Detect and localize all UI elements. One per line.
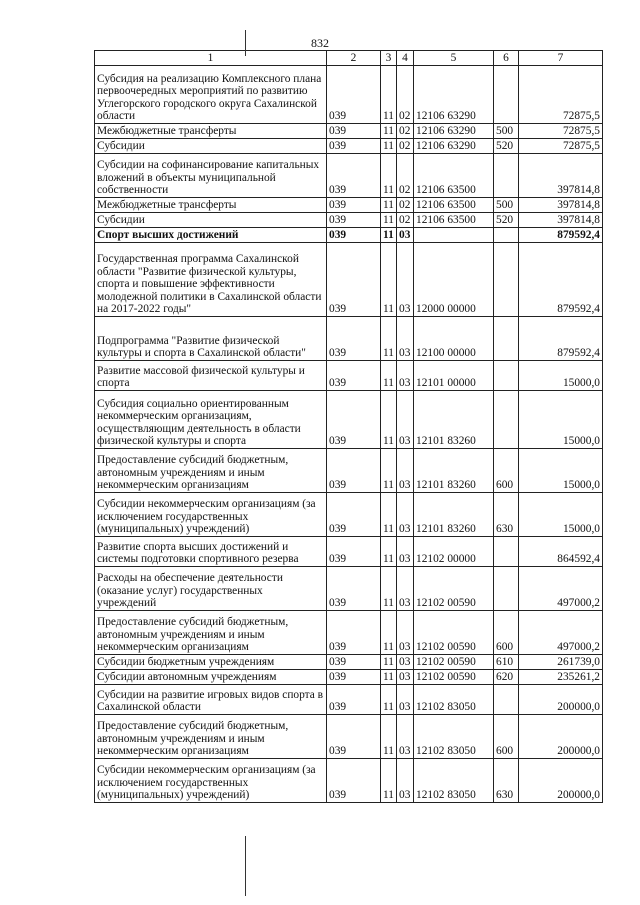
row-expense-type-cell: 500 [494,124,519,139]
table-row [95,449,603,493]
row-section-cell: 11 [381,493,397,537]
row-grbs-cell: 039 [327,317,381,361]
row-section-cell: 11 [381,391,397,449]
row-subsection-cell: 03 [397,243,414,317]
row-target-article-cell: 12106 63290 [414,124,494,139]
header-cell: 1 [95,51,327,66]
row-expense-type-cell: 620 [494,670,519,685]
row-expense-type-cell [494,154,519,198]
header-cell: 6 [494,51,519,66]
table-row [95,228,603,243]
scan-fold-line [245,30,246,56]
row-subsection-cell: 03 [397,685,414,715]
row-target-article-cell: 12101 83260 [414,391,494,449]
header-row [95,51,603,66]
row-expense-type-cell: 520 [494,139,519,154]
table-row [95,611,603,655]
row-subsection-cell: 03 [397,715,414,759]
row-expense-type-cell: 500 [494,198,519,213]
row-grbs-cell: 039 [327,537,381,567]
row-subsection-cell: 03 [397,611,414,655]
row-grbs-cell: 039 [327,449,381,493]
row-subsection-cell: 02 [397,139,414,154]
row-expense-type-cell: 630 [494,493,519,537]
table-row [95,154,603,198]
page-number: 832 [311,36,329,50]
row-subsection-cell: 03 [397,670,414,685]
row-subsection-cell: 02 [397,154,414,198]
table-body [95,66,603,803]
row-section-cell: 11 [381,685,397,715]
row-expense-type-cell [494,391,519,449]
row-name-cell: Предоставление субсидий бюджетным, автономным учреждениям и иным некоммерческим организациям [95,715,327,759]
row-name-cell: Субсидии на развитие игровых видов спорта в Сахалинской области [95,685,327,715]
row-amount-cell: 879592,4 [519,228,603,243]
row-name-cell: Расходы на обеспечение деятельности (оказание услуг) государственных учреждений [95,567,327,611]
header-cell: 4 [397,51,414,66]
row-subsection-cell: 02 [397,213,414,228]
row-expense-type-cell [494,567,519,611]
row-name-cell: Развитие спорта высших достижений и системы подготовки спортивного резерва [95,537,327,567]
row-subsection-cell: 03 [397,493,414,537]
row-target-article-cell: 12102 83050 [414,715,494,759]
row-name-cell: Субсидия социально ориентированным некоммерческим организациям, осуществляющим деятельность в области физической культуры и спорта [95,391,327,449]
table-row [95,759,603,803]
row-section-cell: 11 [381,715,397,759]
row-grbs-cell: 039 [327,213,381,228]
row-amount-cell: 15000,0 [519,361,603,391]
table-row [95,243,603,317]
row-target-article-cell: 12102 00590 [414,567,494,611]
row-expense-type-cell [494,317,519,361]
row-name-cell: Подпрограмма "Развитие физической культуры и спорта в Сахалинской области" [95,317,327,361]
row-target-article-cell: 12100 00000 [414,317,494,361]
row-target-article-cell: 12102 00590 [414,611,494,655]
row-expense-type-cell [494,685,519,715]
row-subsection-cell: 03 [397,317,414,361]
row-grbs-cell: 039 [327,228,381,243]
table-row [95,670,603,685]
row-target-article-cell: 12101 83260 [414,449,494,493]
row-name-cell: Субсидии [95,213,327,228]
table-row [95,655,603,670]
row-amount-cell: 200000,0 [519,715,603,759]
row-name-cell: Государственная программа Сахалинской области "Развитие физической культуры, спорта и повышение эффективности молодежной политики в Сахалинской области на 2017-2022 годы" [95,243,327,317]
row-amount-cell: 397814,8 [519,213,603,228]
row-grbs-cell: 039 [327,154,381,198]
row-name-cell: Развитие массовой физической культуры и спорта [95,361,327,391]
row-expense-type-cell: 520 [494,213,519,228]
row-section-cell: 11 [381,759,397,803]
row-amount-cell: 72875,5 [519,139,603,154]
table-row [95,715,603,759]
row-section-cell: 11 [381,198,397,213]
row-subsection-cell: 03 [397,567,414,611]
row-name-cell: Субсидии некоммерческим организациям (за исключением государственных (муниципальных) учреждений) [95,759,327,803]
row-grbs-cell: 039 [327,670,381,685]
row-target-article-cell: 12101 83260 [414,493,494,537]
row-amount-cell: 15000,0 [519,449,603,493]
row-name-cell: Межбюджетные трансферты [95,198,327,213]
row-amount-cell: 497000,2 [519,567,603,611]
row-target-article-cell: 12102 00000 [414,537,494,567]
table-row [95,213,603,228]
row-target-article-cell: 12000 00000 [414,243,494,317]
row-amount-cell: 72875,5 [519,124,603,139]
row-target-article-cell: 12106 63500 [414,213,494,228]
row-name-cell: Межбюджетные трансферты [95,124,327,139]
row-expense-type-cell: 610 [494,655,519,670]
row-name-cell: Субсидии некоммерческим организациям (за исключением государственных (муниципальных) учреждений) [95,493,327,537]
row-section-cell: 11 [381,655,397,670]
row-target-article-cell: 12106 63290 [414,66,494,124]
row-amount-cell: 397814,8 [519,198,603,213]
row-subsection-cell: 03 [397,361,414,391]
row-grbs-cell: 039 [327,567,381,611]
row-name-cell: Предоставление субсидий бюджетным, автономным учреждениям и иным некоммерческим организациям [95,611,327,655]
table-row [95,567,603,611]
row-grbs-cell: 039 [327,124,381,139]
row-expense-type-cell [494,243,519,317]
row-amount-cell: 15000,0 [519,391,603,449]
row-section-cell: 11 [381,213,397,228]
row-grbs-cell: 039 [327,685,381,715]
row-section-cell: 11 [381,537,397,567]
row-amount-cell: 261739,0 [519,655,603,670]
table-row [95,66,603,124]
row-expense-type-cell: 600 [494,449,519,493]
row-section-cell: 11 [381,154,397,198]
row-section-cell: 11 [381,139,397,154]
row-expense-type-cell [494,537,519,567]
row-amount-cell: 235261,2 [519,670,603,685]
row-target-article-cell: 12106 63500 [414,154,494,198]
header-cell: 3 [381,51,397,66]
row-subsection-cell: 03 [397,228,414,243]
row-section-cell: 11 [381,228,397,243]
row-expense-type-cell: 630 [494,759,519,803]
row-subsection-cell: 03 [397,391,414,449]
row-subsection-cell: 02 [397,124,414,139]
row-amount-cell: 497000,2 [519,611,603,655]
row-amount-cell: 72875,5 [519,66,603,124]
row-name-cell: Субсидии бюджетным учреждениям [95,655,327,670]
row-section-cell: 11 [381,317,397,361]
row-subsection-cell: 02 [397,198,414,213]
row-name-cell: Спорт высших достижений [95,228,327,243]
row-section-cell: 11 [381,567,397,611]
row-amount-cell: 864592,4 [519,537,603,567]
row-grbs-cell: 039 [327,198,381,213]
row-name-cell: Субсидия на реализацию Комплексного плана первоочередных мероприятий по развитию Углегорского городского округа Сахалинской области [95,66,327,124]
row-subsection-cell: 03 [397,759,414,803]
row-expense-type-cell [494,66,519,124]
table-row [95,198,603,213]
row-grbs-cell: 039 [327,361,381,391]
table-row [95,139,603,154]
row-target-article-cell: 12106 63290 [414,139,494,154]
row-grbs-cell: 039 [327,655,381,670]
header-cell: 7 [519,51,603,66]
row-target-article-cell: 12102 83050 [414,685,494,715]
scan-fold-line [245,836,246,896]
row-grbs-cell: 039 [327,66,381,124]
row-subsection-cell: 03 [397,449,414,493]
row-target-article-cell: 12102 00590 [414,670,494,685]
budget-table [94,50,603,803]
row-section-cell: 11 [381,66,397,124]
row-amount-cell: 879592,4 [519,317,603,361]
row-target-article-cell: 12102 83050 [414,759,494,803]
row-name-cell: Субсидии на софинансирование капитальных вложений в объекты муниципальной собственности [95,154,327,198]
row-grbs-cell: 039 [327,759,381,803]
row-section-cell: 11 [381,124,397,139]
row-expense-type-cell [494,361,519,391]
table-row [95,317,603,361]
row-grbs-cell: 039 [327,715,381,759]
table-row [95,124,603,139]
row-expense-type-cell [494,228,519,243]
table-row [95,537,603,567]
row-amount-cell: 879592,4 [519,243,603,317]
row-amount-cell: 15000,0 [519,493,603,537]
row-section-cell: 11 [381,361,397,391]
row-grbs-cell: 039 [327,391,381,449]
row-name-cell: Субсидии [95,139,327,154]
row-expense-type-cell: 600 [494,715,519,759]
row-amount-cell: 397814,8 [519,154,603,198]
row-target-article-cell [414,228,494,243]
table-row [95,361,603,391]
row-target-article-cell: 12106 63500 [414,198,494,213]
row-grbs-cell: 039 [327,243,381,317]
row-subsection-cell: 03 [397,655,414,670]
table-row [95,391,603,449]
row-amount-cell: 200000,0 [519,685,603,715]
row-name-cell: Предоставление субсидий бюджетным, автономным учреждениям и иным некоммерческим организациям [95,449,327,493]
row-section-cell: 11 [381,670,397,685]
row-grbs-cell: 039 [327,493,381,537]
row-section-cell: 11 [381,449,397,493]
row-grbs-cell: 039 [327,139,381,154]
row-section-cell: 11 [381,611,397,655]
row-name-cell: Субсидии автономным учреждениям [95,670,327,685]
row-subsection-cell: 02 [397,66,414,124]
row-subsection-cell: 03 [397,537,414,567]
row-amount-cell: 200000,0 [519,759,603,803]
row-expense-type-cell: 600 [494,611,519,655]
row-target-article-cell: 12101 00000 [414,361,494,391]
table-row [95,685,603,715]
header-cell: 2 [327,51,381,66]
row-grbs-cell: 039 [327,611,381,655]
row-section-cell: 11 [381,243,397,317]
table-row [95,493,603,537]
header-cell: 5 [414,51,494,66]
row-target-article-cell: 12102 00590 [414,655,494,670]
